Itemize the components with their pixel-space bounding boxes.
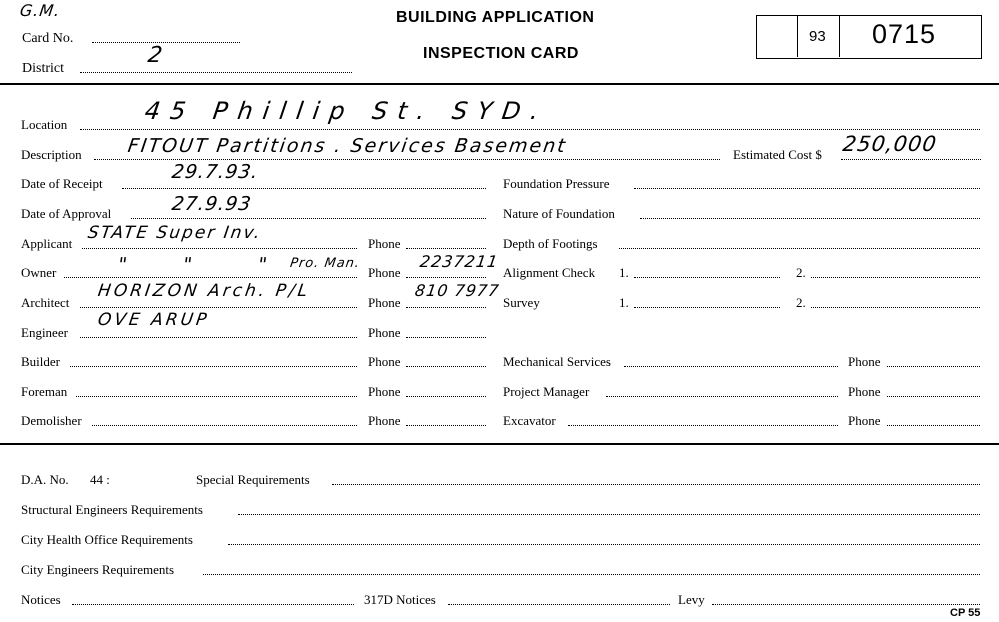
- applicant-phone-line[interactable]: [406, 248, 486, 249]
- builder-label: Builder: [21, 354, 60, 369]
- mechanical-phone-label: Phone: [848, 354, 881, 369]
- card-title-line2: INSPECTION CARD: [423, 45, 579, 62]
- builder-phone-label: Phone: [368, 354, 401, 369]
- district-value: 2: [146, 43, 165, 68]
- applicant-value: STATE Super Inv.: [86, 223, 264, 243]
- alignment-check-label: Alignment Check: [503, 265, 596, 280]
- foreman-phone-label: Phone: [368, 384, 401, 399]
- card-number: 0715: [872, 19, 937, 49]
- foreman-phone-line[interactable]: [406, 396, 486, 397]
- mechanical-phone-line[interactable]: [887, 366, 980, 367]
- structural-requirements-label: Structural Engineers Requirements: [21, 502, 203, 517]
- estimated-cost-value: 250,000: [841, 132, 939, 156]
- nature-foundation-line[interactable]: [640, 218, 980, 219]
- da-no-label: D.A. No.: [21, 472, 69, 487]
- owner-ditto-1: ": [116, 254, 130, 276]
- excavator-phone-line[interactable]: [887, 425, 980, 426]
- applicant-line[interactable]: [82, 248, 357, 249]
- card-no-label: Card No.: [22, 31, 74, 46]
- owner-label: Owner: [21, 265, 57, 280]
- owner-line[interactable]: [64, 277, 357, 278]
- district-line[interactable]: [80, 72, 352, 73]
- notices-317d-line[interactable]: [448, 604, 670, 605]
- excavator-phone-label: Phone: [848, 413, 881, 428]
- applicant-label: Applicant: [21, 236, 73, 251]
- architect-line[interactable]: [80, 307, 357, 308]
- notices-label: Notices: [21, 592, 61, 607]
- location-line[interactable]: [80, 129, 980, 130]
- owner-phone-line[interactable]: [406, 277, 486, 278]
- engineer-phone-label: Phone: [368, 325, 401, 340]
- owner-ditto-2: ": [181, 254, 195, 276]
- date-approval-label: Date of Approval: [21, 206, 112, 221]
- excavator-line[interactable]: [568, 425, 838, 426]
- estimated-cost-line[interactable]: [841, 159, 981, 160]
- location-value: 45 Phillip St. SYD.: [143, 97, 551, 125]
- survey-line-2[interactable]: [811, 307, 980, 308]
- demolisher-phone-label: Phone: [368, 413, 401, 428]
- levy-label: Levy: [678, 592, 705, 607]
- excavator-label: Excavator: [503, 413, 556, 428]
- demolisher-label: Demolisher: [21, 413, 82, 428]
- card-title-line1: BUILDING APPLICATION: [396, 9, 595, 26]
- owner-phone-label: Phone: [368, 265, 401, 280]
- engineer-phone-line[interactable]: [406, 337, 486, 338]
- architect-phone-value: 810 7977: [413, 281, 501, 300]
- card-year: 93: [809, 28, 826, 45]
- project-manager-line[interactable]: [606, 396, 838, 397]
- gm-annotation: G.M.: [18, 1, 62, 20]
- date-receipt-value: 29.7.93.: [170, 161, 261, 183]
- middle-rule: [0, 443, 999, 445]
- survey-line-1[interactable]: [634, 307, 780, 308]
- demolisher-phone-line[interactable]: [406, 425, 486, 426]
- location-label: Location: [21, 117, 68, 132]
- estimated-cost-label: Estimated Cost $: [733, 147, 822, 162]
- architect-value: HORIZON Arch. P/L: [96, 281, 312, 301]
- builder-phone-line[interactable]: [406, 366, 486, 367]
- date-receipt-label: Date of Receipt: [21, 176, 103, 191]
- project-manager-phone-label: Phone: [848, 384, 881, 399]
- foreman-label: Foreman: [21, 384, 68, 399]
- district-label: District: [22, 61, 64, 76]
- alignment-line-1[interactable]: [634, 277, 780, 278]
- notices-line[interactable]: [72, 604, 354, 605]
- applicant-phone-label: Phone: [368, 236, 401, 251]
- architect-label: Architect: [21, 295, 70, 310]
- builder-line[interactable]: [70, 366, 357, 367]
- description-label: Description: [21, 147, 82, 162]
- mechanical-line[interactable]: [624, 366, 838, 367]
- survey-num-2: 2.: [796, 295, 806, 310]
- box-divider-2: [839, 16, 840, 57]
- owner-ditto-3: ": [256, 254, 270, 276]
- engineer-label: Engineer: [21, 325, 68, 340]
- structural-requirements-line[interactable]: [238, 514, 980, 515]
- form-code: CP 55: [950, 607, 981, 619]
- survey-label: Survey: [503, 295, 540, 310]
- card-no-line[interactable]: [92, 42, 240, 43]
- special-requirements-line[interactable]: [332, 484, 980, 485]
- survey-num-1: 1.: [619, 295, 629, 310]
- architect-phone-label: Phone: [368, 295, 401, 310]
- notices-317d-label: 317D Notices: [364, 592, 436, 607]
- depth-footings-label: Depth of Footings: [503, 236, 598, 251]
- alignment-num-1: 1.: [619, 265, 629, 280]
- city-health-label: City Health Office Requirements: [21, 532, 193, 547]
- project-manager-label: Project Manager: [503, 384, 590, 399]
- header-rule: [0, 83, 999, 85]
- description-value: FITOUT Partitions . Services Basement: [126, 135, 569, 157]
- nature-foundation-label: Nature of Foundation: [503, 206, 615, 221]
- architect-phone-line[interactable]: [406, 307, 486, 308]
- box-divider-1: [797, 16, 798, 57]
- levy-line[interactable]: [712, 604, 980, 605]
- date-approval-value: 27.9.93: [170, 193, 254, 215]
- mechanical-label: Mechanical Services: [503, 354, 611, 369]
- date-receipt-line[interactable]: [122, 188, 486, 189]
- engineer-value: OVE ARUP: [96, 310, 211, 330]
- card-number-box: [756, 15, 982, 59]
- special-requirements-label: Special Requirements: [196, 472, 310, 487]
- foreman-line[interactable]: [76, 396, 357, 397]
- da-no-value: 44 :: [90, 472, 110, 487]
- foundation-pressure-label: Foundation Pressure: [503, 176, 610, 191]
- alignment-line-2[interactable]: [811, 277, 980, 278]
- owner-value: Pro. Man.: [289, 256, 362, 271]
- description-line[interactable]: [94, 159, 720, 160]
- foundation-pressure-line[interactable]: [634, 188, 980, 189]
- alignment-num-2: 2.: [796, 265, 806, 280]
- demolisher-line[interactable]: [92, 425, 357, 426]
- date-approval-line[interactable]: [131, 218, 486, 219]
- owner-phone-value: 2237211: [418, 252, 500, 271]
- city-engineers-label: City Engineers Requirements: [21, 562, 175, 577]
- depth-footings-line[interactable]: [619, 248, 980, 249]
- city-health-line[interactable]: [228, 544, 980, 545]
- project-manager-phone-line[interactable]: [887, 396, 980, 397]
- engineer-line[interactable]: [80, 337, 357, 338]
- city-engineers-line[interactable]: [203, 574, 980, 575]
